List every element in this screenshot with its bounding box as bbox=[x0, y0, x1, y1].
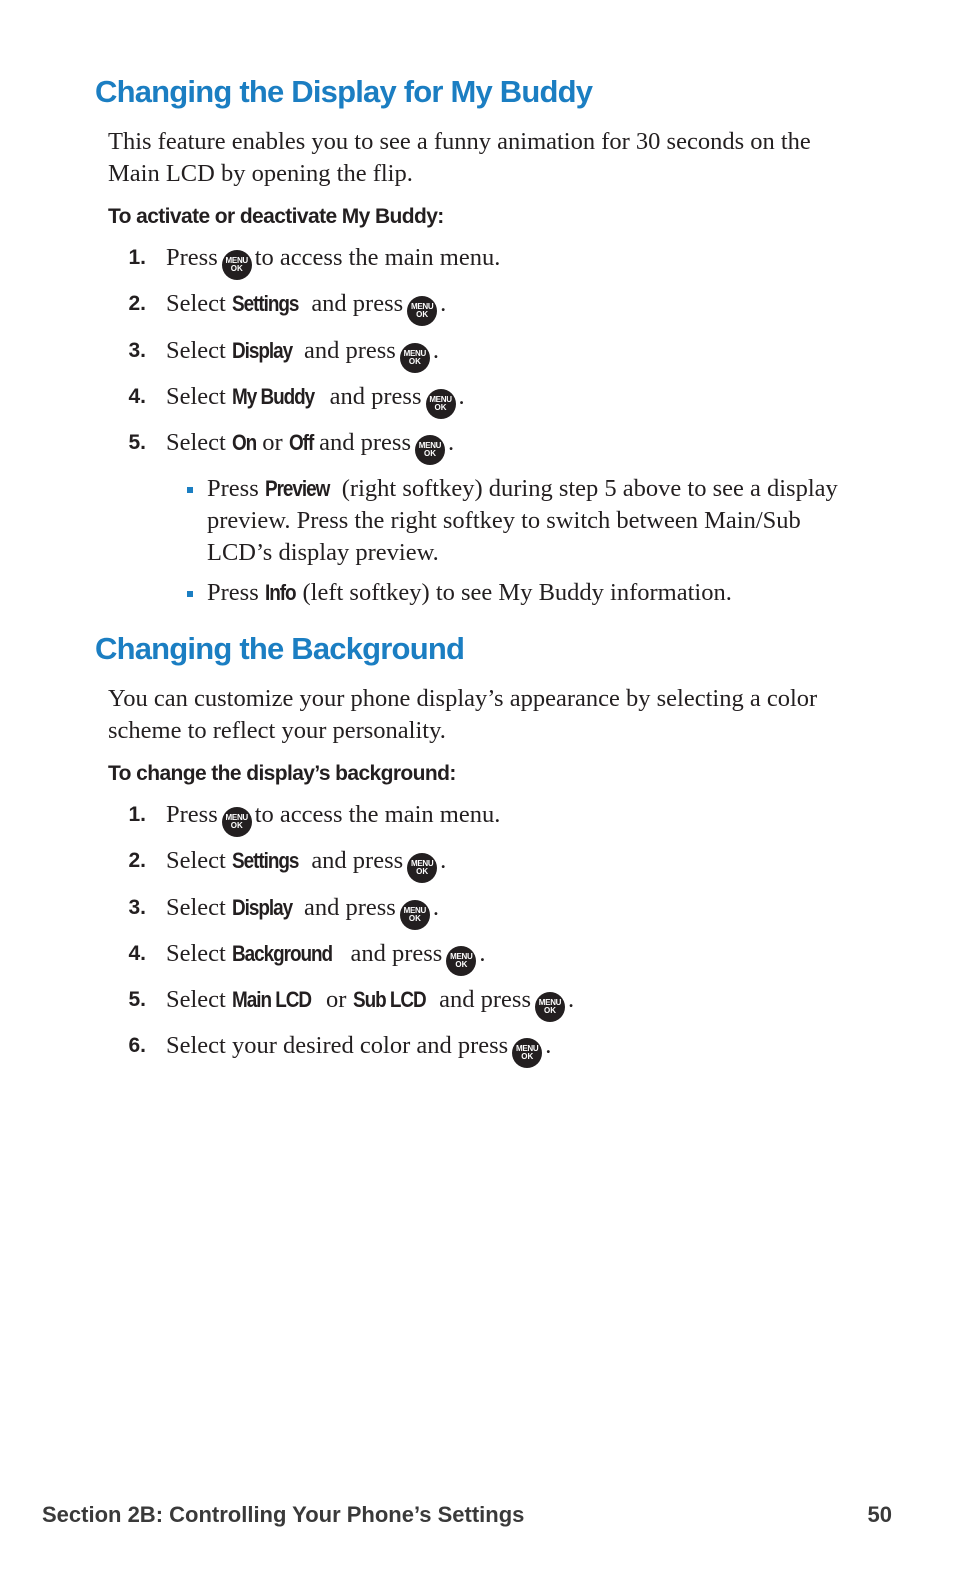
step-text: Select Settings and press MENU OK . bbox=[166, 845, 446, 883]
menu-ok-key-icon: MENU OK bbox=[535, 992, 565, 1022]
section-my-buddy bbox=[0, 70, 954, 617]
menu-option: Display bbox=[232, 894, 293, 920]
footer-section-title: Section 2B: Controlling Your Phone’s Settings bbox=[42, 1502, 525, 1527]
menu-option: Sub LCD bbox=[352, 987, 426, 1013]
menu-option: Settings bbox=[232, 291, 299, 317]
step-list bbox=[0, 242, 954, 473]
menu-option: Off bbox=[288, 430, 314, 456]
menu-ok-key-icon: MENU OK bbox=[222, 807, 252, 837]
menu-ok-key-icon: MENU OK bbox=[446, 946, 476, 976]
step-text: Select On or Off and press MENU OK . bbox=[166, 427, 454, 465]
menu-ok-key-icon: MENU OK bbox=[426, 389, 456, 419]
step-number: 2. bbox=[128, 849, 146, 873]
step-item bbox=[0, 427, 954, 473]
menu-option: Main LCD bbox=[232, 987, 311, 1013]
menu-option: Settings bbox=[232, 848, 299, 874]
menu-ok-key-icon: MENU OK bbox=[407, 296, 437, 326]
step-text: Select Display and press MENU OK . bbox=[166, 892, 439, 930]
step-item bbox=[0, 242, 954, 288]
section-background bbox=[0, 627, 954, 1077]
menu-option: Display bbox=[232, 337, 293, 363]
tip-item: Press Preview (right softkey) during step 5 above to see a display preview. Press the right softkey to switch between Main/Sub LCD’s display preview. bbox=[207, 473, 844, 569]
step-number: 4. bbox=[128, 384, 146, 408]
softkey-label: Preview bbox=[264, 476, 330, 502]
softkey-label: Info bbox=[264, 580, 296, 606]
menu-option: On bbox=[232, 430, 257, 456]
menu-ok-key-icon: MENU OK bbox=[400, 343, 430, 373]
page-footer bbox=[42, 1502, 892, 1536]
step-number: 6. bbox=[128, 1034, 146, 1058]
step-number: 5. bbox=[128, 431, 146, 455]
menu-ok-key-icon: MENU OK bbox=[512, 1038, 542, 1068]
section-heading: Changing the Background bbox=[95, 631, 465, 666]
step-number: 1. bbox=[128, 246, 146, 269]
tip-list bbox=[0, 473, 954, 609]
step-item bbox=[0, 335, 954, 381]
page-number: 50 bbox=[867, 1502, 892, 1527]
step-item bbox=[0, 1030, 954, 1076]
step-list bbox=[0, 799, 954, 1077]
step-item bbox=[0, 288, 954, 334]
step-item bbox=[0, 938, 954, 984]
procedure-heading: To change the display’s background: bbox=[108, 762, 456, 785]
step-text: Press MENU OK to access the main menu. bbox=[166, 242, 500, 280]
procedure-heading: To activate or deactivate My Buddy: bbox=[108, 205, 444, 228]
step-item bbox=[0, 892, 954, 938]
step-item bbox=[0, 984, 954, 1030]
step-text: Select your desired color and press MENU OK . bbox=[166, 1030, 551, 1068]
menu-option: Background bbox=[232, 940, 333, 966]
menu-ok-key-icon: MENU OK bbox=[415, 435, 445, 465]
menu-option: My Buddy bbox=[232, 383, 315, 409]
step-text: Select Main LCD or Sub LCD and press MENU OK . bbox=[166, 984, 574, 1022]
menu-ok-key-icon: MENU OK bbox=[407, 853, 437, 883]
step-number: 1. bbox=[128, 803, 146, 826]
step-number: 3. bbox=[128, 895, 146, 919]
step-item bbox=[0, 799, 954, 845]
step-text: Select Display and press MENU OK . bbox=[166, 335, 439, 373]
tip-item: Press Info (left softkey) to see My Buddy information. bbox=[207, 577, 844, 609]
section-intro: This feature enables you to see a funny animation for 30 seconds on the Main LCD by opening the flip. bbox=[108, 128, 811, 187]
step-text: Select My Buddy and press MENU OK . bbox=[166, 381, 465, 419]
step-text: Press MENU OK to access the main menu. bbox=[166, 799, 500, 837]
step-number: 2. bbox=[128, 292, 146, 316]
menu-ok-key-icon: MENU OK bbox=[400, 900, 430, 930]
step-text: Select Background and press MENU OK . bbox=[166, 938, 485, 976]
menu-ok-key-icon: MENU OK bbox=[222, 250, 252, 280]
step-item bbox=[0, 381, 954, 427]
step-number: 3. bbox=[128, 338, 146, 362]
step-number: 5. bbox=[128, 988, 146, 1012]
section-heading: Changing the Display for My Buddy bbox=[95, 74, 593, 109]
step-text: Select Settings and press MENU OK . bbox=[166, 288, 446, 326]
section-intro: You can customize your phone display’s appearance by selecting a color scheme to reflect your personality. bbox=[108, 685, 818, 744]
step-item bbox=[0, 845, 954, 891]
step-number: 4. bbox=[128, 941, 146, 965]
